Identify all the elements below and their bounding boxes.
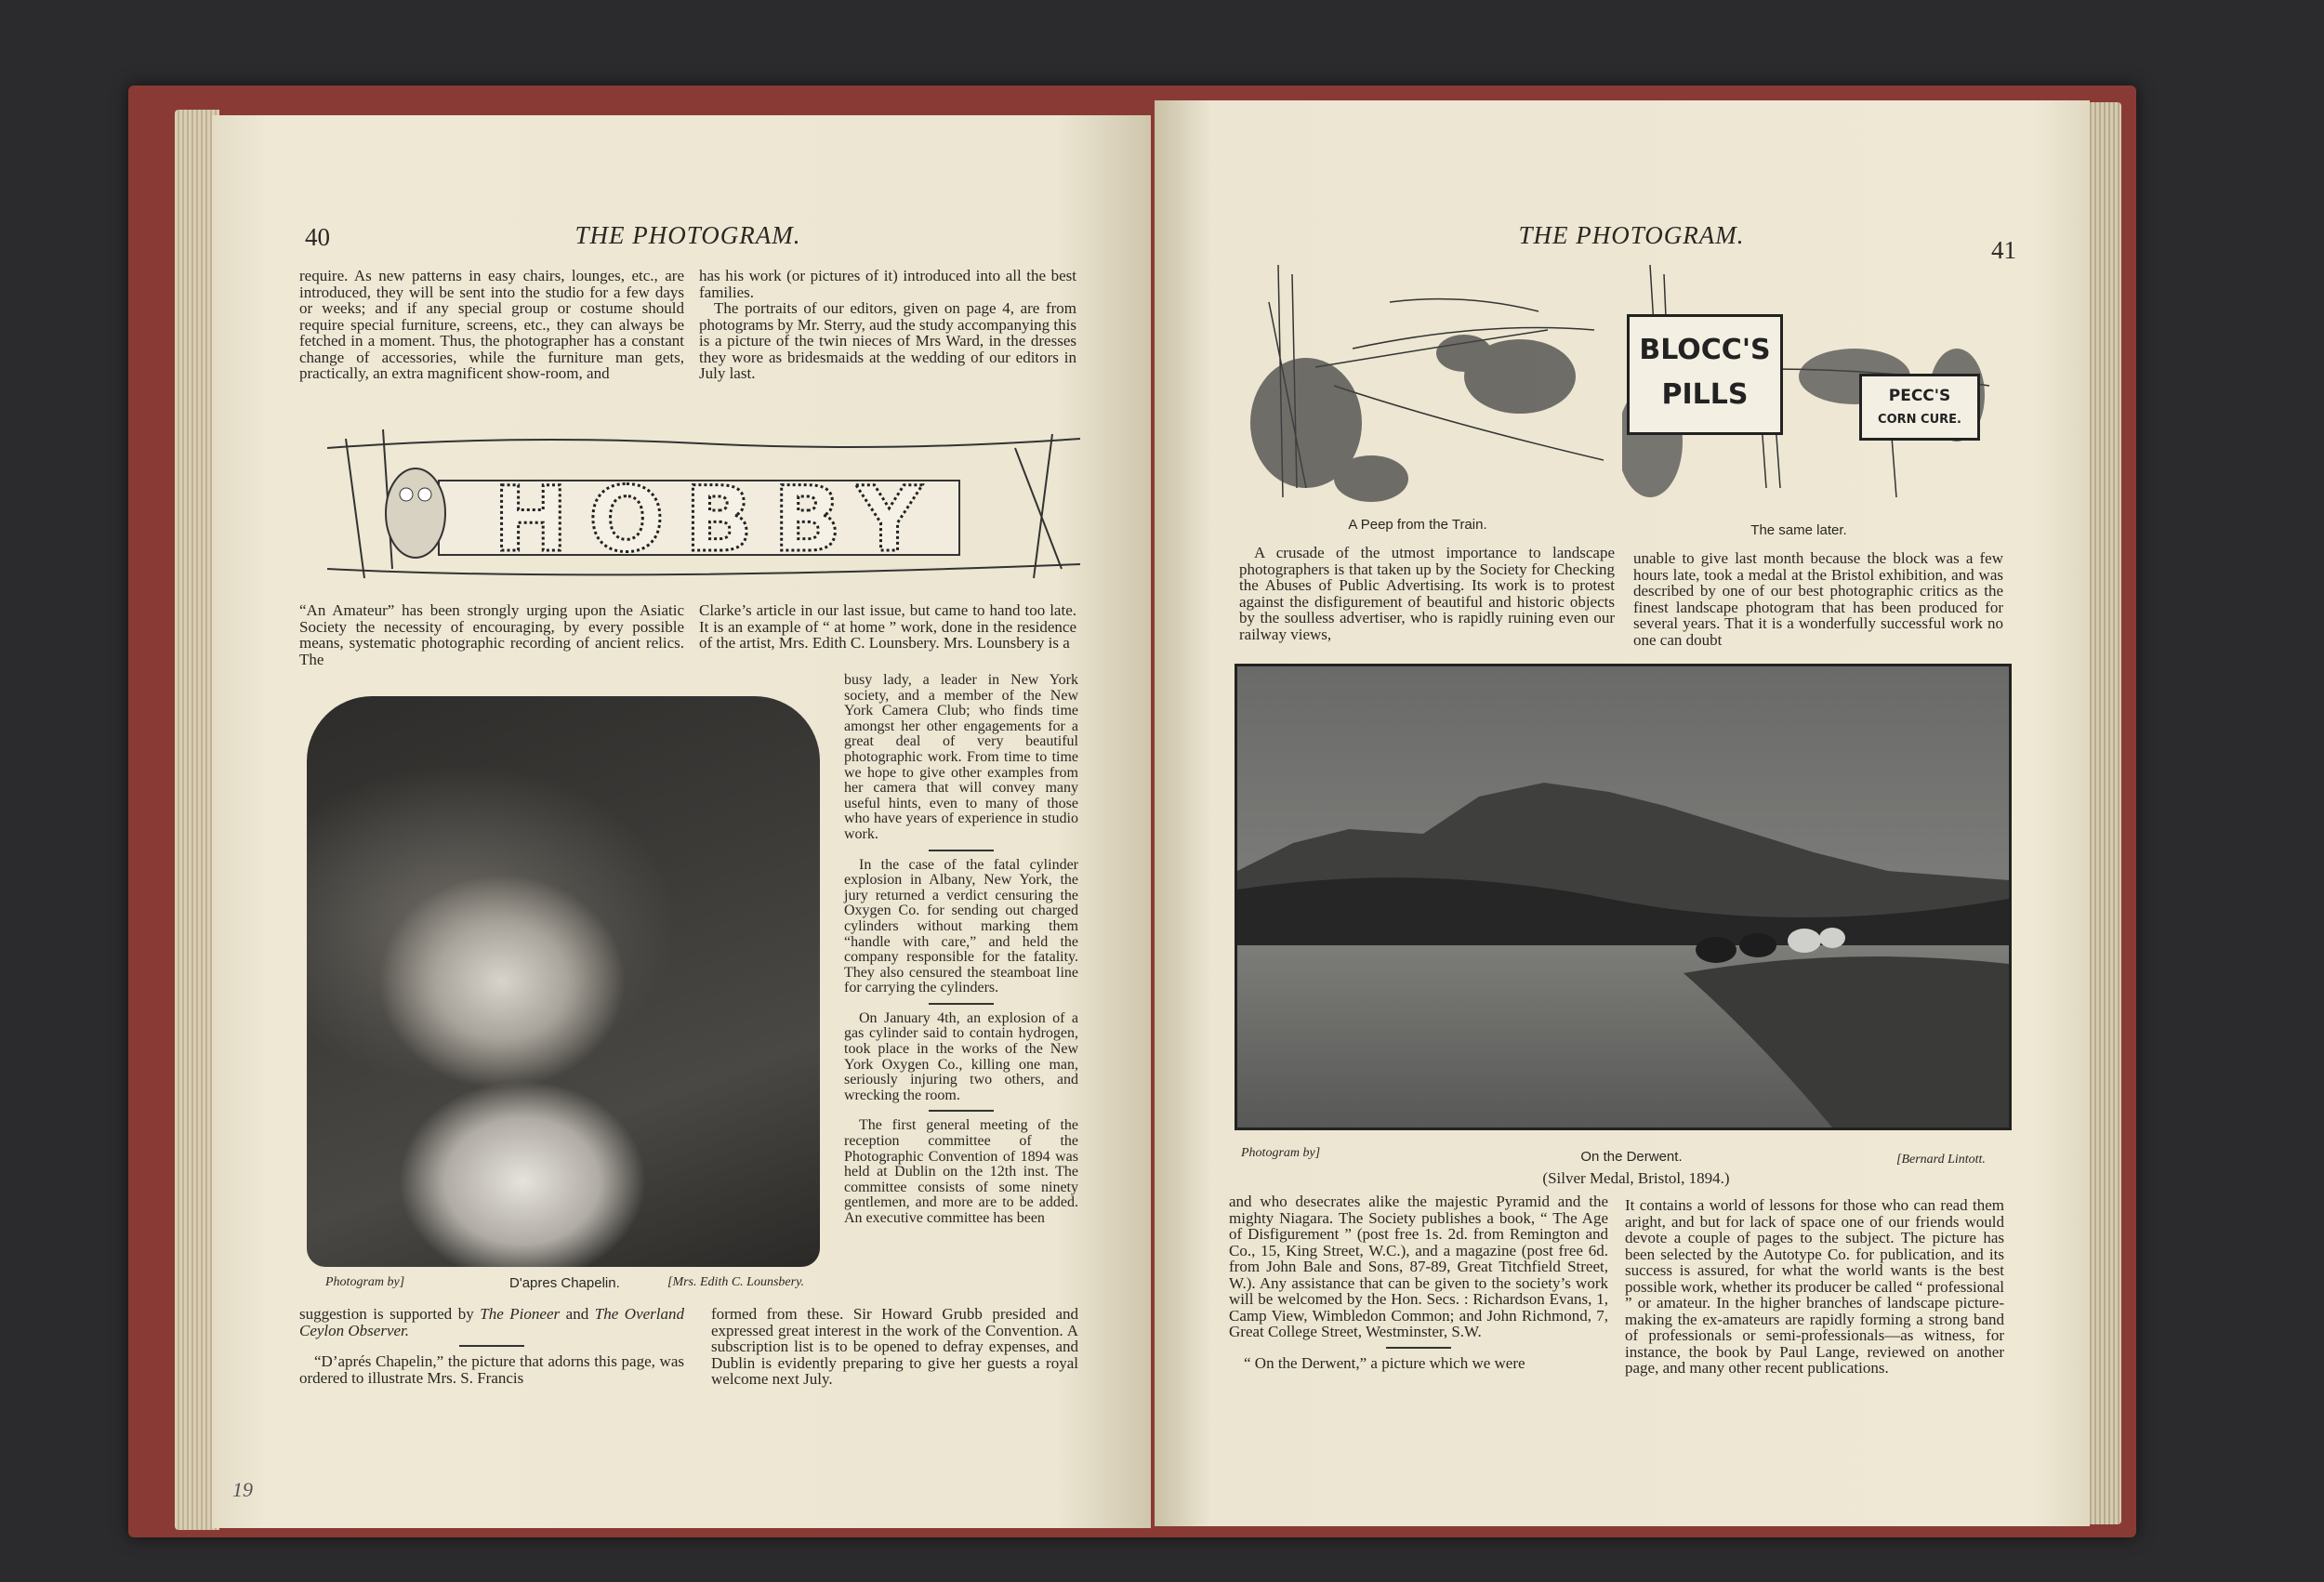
paragraph: In the case of the fatal cylinder explosion in Albany, New York, the jury returned a verdict censuring the Oxygen Co. for sending out charged cylinders without marking them “handle with care,” and held the company responsible for the fatality. They also censured the steamboat line for carrying the cylinders. [844,856,1078,996]
photo-credit-label: Photogram by] [325,1275,405,1289]
text-column [1229,1193,1608,1371]
divider [929,1110,994,1112]
paragraph: “D’aprés Chapelin,” the picture that adorns this page, was ordered to illustrate Mrs. S. Francis [299,1352,684,1387]
text-column: It contains a world of lessons for those who can read them aright, and but for lack of space one of our friends would devote a couple of pages to the subject. The picture has been selected by the Autotype Co. for publication, and its success is assured, for what the world wants is the best possible work, whether its producer be called “ professional ” or amateur. In the higher branches of landscape picture-making the ex-amateurs are rapidly forming a strong band of professionals or semi-professionals—as witness, for instance, the book by Paul Lange, reviewed on another page, and many other recent publications. [1625,1196,2004,1377]
text-column [299,1306,684,1386]
sign-text: PECC'S [1888,387,1951,405]
landscape-photo-derwent [1235,664,2012,1130]
text-column-narrow [844,673,1078,1227]
portrait-photo [307,696,820,1267]
paragraph: “ On the Derwent,” a picture which we were [1244,1353,1525,1372]
paragraph: suggestion is supported by The Pioneer and The Overland Ceylon Observer. [299,1305,685,1339]
photo-credit-label: Photogram by] [1241,1146,1321,1160]
page-number: 40 [305,223,330,251]
hobby-banner [327,429,1080,587]
sign-text: PILLS [1661,378,1749,411]
divider [459,1345,524,1347]
paragraph: The portraits of our editors, given on page 4, are from photograms by Mr. Sterry, aud the study accompanying this is a picture of the twin nieces of Mrs Ward, in the dresses they wore as bridesmaids at the wedding of our editors in July last. [699,299,1076,382]
photo-caption: On the Derwent. [1580,1149,1683,1165]
text-column: formed from these. Sir Howard Grubb presided and expressed great interest in the work of the Convention. A subscription list is to be opened to defray expenses, and Dublin is evidently preparing to give her guests a royal welcome next July. [711,1305,1078,1388]
sign-text: CORN CURE. [1878,413,1961,427]
sign-bloggs-pills [1627,314,1783,435]
paragraph: busy lady, a leader in New York society, and a member of the New York Camera Club; who finds time amongst her other engagements for a great deal of very beautiful photographic work. From time to time we hope to give other examples from her camera that will convey many useful hints, even to many of those who have years of experience in studio work. [844,672,1078,842]
text-column: A crusade of the utmost importance to landscape photographers is that taken up by the Society for Checking the Abuses of Public Advertising. Its work is to protest against the disfigurement of beautiful and historic objects by the soulless advertiser, who is rapidly ruining even our railway views, [1239,544,1615,643]
award-note: (Silver Medal, Bristol, 1894.) [1542,1169,1730,1187]
text-column [699,268,1076,382]
illustration-peep-from-train [1241,265,1604,511]
photo-caption: D'apres Chapelin. [509,1275,620,1291]
owl-icon [386,468,445,558]
handwritten-note: 19 [232,1478,253,1501]
text-column: require. As new patterns in easy chairs, lounges, etc., are introduced, they will be sent into the studio for a few days or weeks; and if any special group or costume should require special furniture, screens, etc., they can always be fetched in a moment. Thus, the photographer has a constant change of accessories, while the furniture man gets, practically, an extra magnificent show-room, and [299,267,684,382]
running-head: THE PHOTOGRAM. [1518,221,1745,249]
banner-lettering: HOBBY [493,468,943,572]
divider [929,850,994,851]
text-column: “An Amateur” has been strongly urging upon the Asiatic Society the necessity of encouraging, by every possible means, systematic photographic recording of ancient relics. The [299,601,684,668]
paragraph: On January 4th, an explosion of a gas cylinder said to contain hydrogen, took place in the works of the New York Oxygen Co., killing one man, seriously injuring two others, and wrecking the room. [844,1009,1078,1103]
text-column: unable to give last month because the block was a few hours late, took a medal at the Bristol exhibition, and was described by one of our best photographic critics as the finest landscape photogram that has been produced for several years. That it is a wonderfully successful work no one can doubt [1633,549,2003,649]
paragraph: and who desecrates alike the majestic Pyramid and the mighty Niagara. The Society publishes a book, “ The Age of Disfigurement ” (post free 1s. 2d. from Remington and Co., 15, King Street, W.C.), and a magazine (post free 6d. from John Bale and Sons, 87-89, Great Titchfield Street, W.). Any assistance that can be given to the society’s work will be welcomed by the Hon. Secs. : Richardson Evans, 1, Camp View, Wimbledon Common; and John Richmond, 7, Great College Street, Westminster, S.W. [1229,1193,1608,1340]
illustration-caption: The same later. [1750,522,1847,538]
illustration-caption: A Peep from the Train. [1348,517,1487,533]
photographer-name: [Mrs. Edith C. Lounsbery. [667,1275,805,1289]
divider [929,1003,994,1005]
paragraph: has his work (or pictures of it) introduced into all the best families. [699,267,1076,301]
page-number: 41 [1991,236,2016,264]
running-head: THE PHOTOGRAM. [574,221,801,249]
sign-peggs-corn-cure [1859,374,1980,441]
text-column: Clarke’s article in our last issue, but came to hand too late. It is an example of “ at home ” work, done in the residence of the artist, Mrs. Edith C. Lounsbery. Mrs. Lounsbery is a [699,601,1076,652]
sign-text: BLOCC'S [1639,334,1771,366]
paragraph: The first general meeting of the reception committee of the Photographic Convention of 1894 was held at Dublin on the 12th inst. The committee consists of some ninety gentlemen, and more are to be added. An executive committee has been [844,1117,1078,1226]
divider [1386,1347,1451,1349]
photographer-name: [Bernard Lintott. [1896,1153,1986,1167]
